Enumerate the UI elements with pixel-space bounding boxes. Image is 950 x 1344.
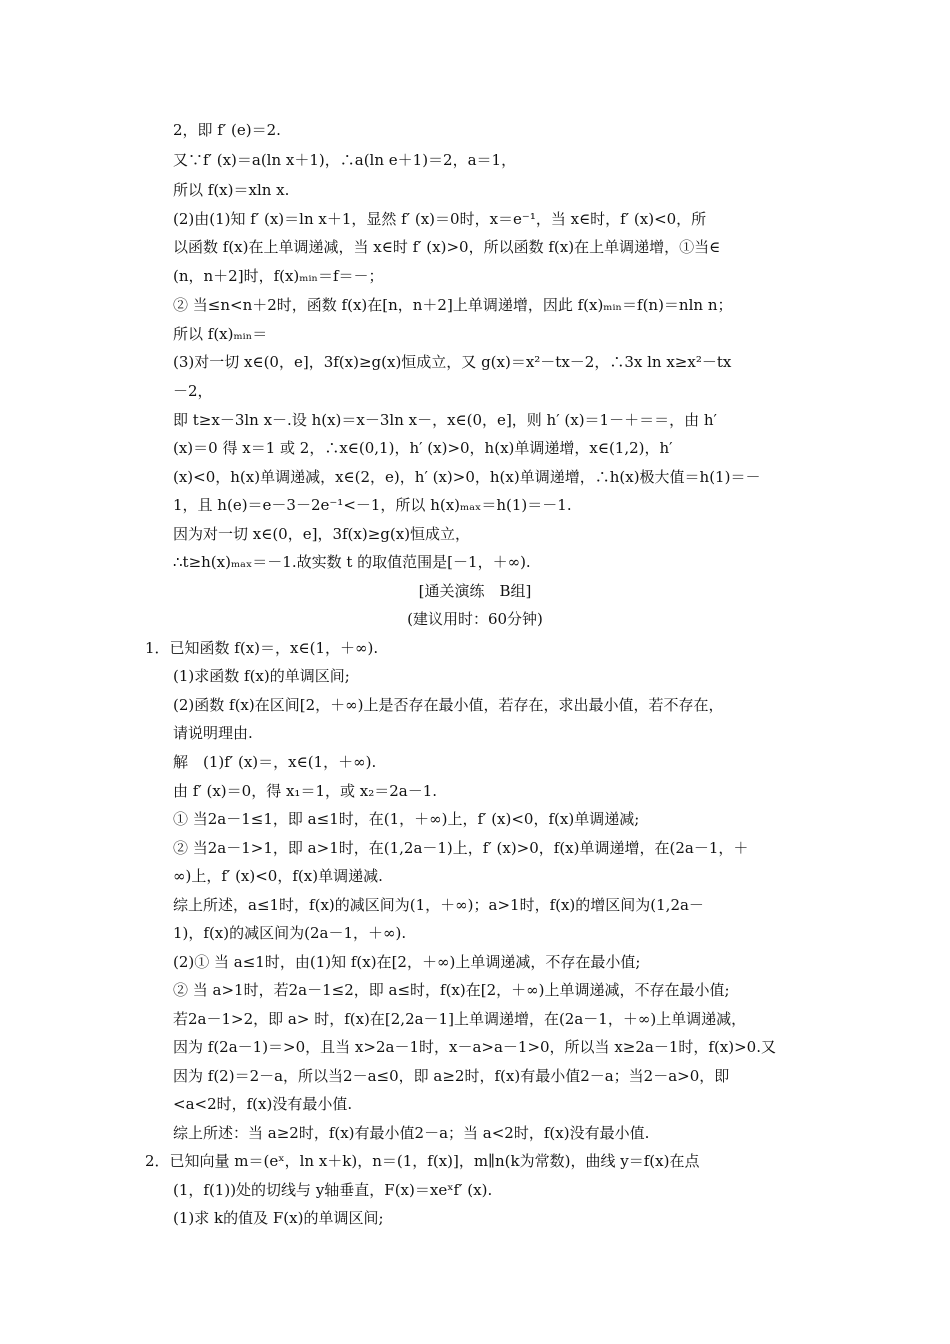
text-line: ∴t≥h(x)ₘₐₓ＝－1.故实数 t 的取值范围是[－1，＋∞). [173,553,531,571]
text-line: (1，f(1))处的切线与 y轴垂直，F(x)＝xeˣf′ (x). [173,1181,493,1199]
text-line: 由 f′ (x)＝0，得 x₁＝1，或 x₂＝2a－1. [173,782,438,800]
text-line: 因为对一切 x∈(0，e]，3f(x)≥g(x)恒成立， [173,525,471,543]
text-line: 所以 f(x)ₘᵢₙ＝ [173,325,268,343]
problem-1: 1．已知函数 f(x)＝，x∈(1，＋∞). [145,639,379,657]
text-line: 若2a－1>2，即 a> 时，f(x)在[2,2a－1]上单调递增，在(2a－1，＋∞)上单调递减， [173,1010,747,1028]
text-line: 以函数 f(x)在上单调递减，当 x∈时 f′ (x)>0，所以函数 f(x)在上单调递增，①当∈ [173,238,721,256]
text-line: (3)对一切 x∈(0，e]，3f(x)≥g(x)恒成立，又 g(x)＝x²－tx－2，∴3x ln x≥x²－tx [173,353,732,371]
text-line: ① 当2a－1≤1，即 a≤1时，在(1，＋∞)上，f′ (x)<0，f(x)单调递减; [173,810,640,828]
text-line: 综上所述：当 a≥2时，f(x)有最小值2－a；当 a<2时，f(x)没有最小值. [173,1124,650,1142]
text-line: (n，n＋2]时，f(x)ₘᵢₙ＝f＝－； [173,267,384,285]
text-line: ② 当≤n<n＋2时，函数 f(x)在[n，n＋2]上单调递增，因此 f(x)ₘᵢₙ＝f(n)＝nln n； [173,296,733,314]
text-line: (2)① 当 a≤1时，由(1)知 f(x)在[2，＋∞)上单调递减，不存在最小值; [173,953,641,971]
text-line: 即 t≥x－3ln x－.设 h(x)＝x－3ln x－，x∈(0，e]，则 h′ (x)＝1－＋＝＝，由 h′ [173,411,717,429]
text-line: 解 (1)f′ (x)＝，x∈(1，＋∞). [173,753,377,771]
text-line: (x)＝0 得 x＝1 或 2，∴x∈(0,1)，h′ (x)>0，h(x)单调递增，x∈(1,2)，h′ [173,439,673,457]
text-line: (1)求函数 f(x)的单调区间; [173,667,350,685]
text-line: (2)函数 f(x)在区间[2，＋∞)上是否存在最小值，若存在，求出最小值，若不存在， [173,696,724,714]
text-line: ∞)上，f′ (x)<0，f(x)单调递减. [173,867,383,885]
text-line: 1，且 h(e)＝e－3－2e⁻¹<－1，所以 h(x)ₘₐₓ＝h(1)＝－1. [173,496,572,514]
text-line: 1)，f(x)的减区间为(2a－1，＋∞). [173,924,407,942]
text-line: －2， [173,382,213,400]
text-line: 所以 f(x)＝xln x. [173,181,290,199]
text-line: 因为 f(2)＝2－a，所以当2－a≤0，即 a≥2时，f(x)有最小值2－a；当2－a>0，即 [173,1067,730,1085]
text-line: 2，即 f′ (e)＝2. [173,121,281,139]
text-line: <a<2时，f(x)没有最小值. [173,1095,353,1113]
section-subheading: (建议用时：60分钟) [407,610,543,628]
text-line: (1)求 k的值及 F(x)的单调区间; [173,1209,384,1227]
text-line: 因为 f(2a－1)＝>0，且当 x>2a－1时，x－a>a－1>0，所以当 x≥2a－1时，f(x)>0.又 [173,1038,776,1056]
problem-2: 2．已知向量 m＝(eˣ，ln x＋k)，n＝(1，f(x)]，m∥n(k为常数)，曲线 y＝f(x)在点 [145,1152,700,1170]
text-line: 请说明理由. [173,724,253,742]
text-line: (2)由(1)知 f′ (x)＝ln x＋1，显然 f′ (x)＝0时，x＝e⁻¹，当 x∈时，f′ (x)<0，所 [173,210,707,228]
section-heading: [通关演练 B组] [418,582,532,600]
text-line: (x)<0，h(x)单调递减，x∈(2，e)，h′ (x)>0，h(x)单调递增，∴h(x)极大值＝h(1)＝－ [173,468,761,486]
text-line: 又∵f′ (x)＝a(ln x＋1)，∴a(ln e＋1)＝2，a＝1， [173,151,517,169]
text-line: 综上所述，a≤1时，f(x)的减区间为(1，＋∞)；a>1时，f(x)的增区间为(1,2a－ [173,896,704,914]
text-line: ② 当 a>1时，若2a－1≤2，即 a≤时，f(x)在[2，＋∞)上单调递减，不存在最小值; [173,981,730,999]
text-line: ② 当2a－1>1，即 a>1时，在(1,2a－1)上，f′ (x)>0，f(x)单调递增，在(2a－1，＋ [173,839,749,857]
